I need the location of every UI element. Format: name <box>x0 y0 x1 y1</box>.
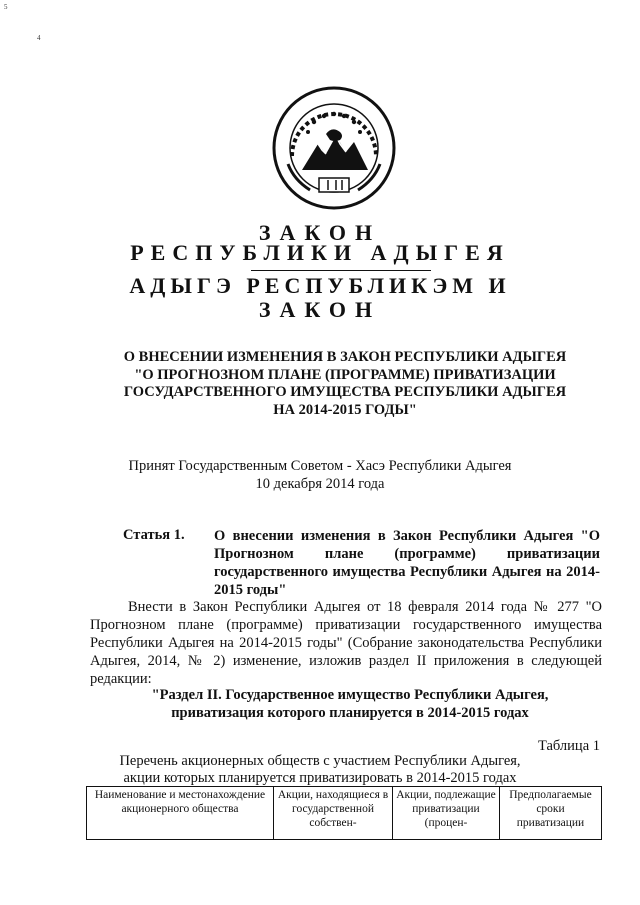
adoption-line-1: Принят Государственным Советом - Хасэ Республики Адыгея <box>128 458 512 474</box>
table-caption <box>0 753 640 786</box>
heading-line-3: ГОСУДАРСТВЕННОГО ИМУЩЕСТВА РЕСПУБЛИКИ АДЫГЕЯ <box>123 384 567 400</box>
caption-line-1: Перечень акционерных обществ с участием Республики Адыгея, <box>119 753 521 769</box>
margin-mark-mid: 4 <box>37 34 41 42</box>
table-header-cell: Акции, находящиеся в государственной собствен- <box>274 787 393 840</box>
shares-table <box>86 786 602 840</box>
heading-line-1: О ВНЕСЕНИИ ИЗМЕНЕНИЯ В ЗАКОН РЕСПУБЛИКИ АДЫГЕЯ <box>123 349 567 365</box>
article-body: Внести в Закон Республики Адыгея от 18 февраля 2014 года № 277 "О Прогнозном плане (программе) приватизации государственного имущества Республики Адыгея на 2014-2015 годы" (Собрание законодательства Республики Адыгея, 2014, № 2) изменение, изложив раздел II приложения в следующей редакции: <box>90 599 602 687</box>
table-header-row <box>87 787 602 840</box>
table-label: Таблица 1 <box>537 738 600 754</box>
margin-mark-top: 5 <box>4 3 8 11</box>
adoption-date: 10 декабря 2014 года <box>255 476 385 492</box>
section-line-1: "Раздел II. Государственное имущество Республики Адыгея, <box>151 687 549 703</box>
caption-line-2: акции которых планируется приватизировать в 2014-2015 годах <box>123 769 517 786</box>
title-divider <box>251 270 431 271</box>
table-header-cell: Акции, подлежащие приватизации (процен- <box>393 787 500 840</box>
article-label: Статья 1. <box>123 527 185 543</box>
table-header-cell: Наименование и местонахождение акционерного общества <box>87 787 274 840</box>
title-line-4: ЗАКОН <box>258 297 382 322</box>
title-line-1: ЗАКОН <box>258 220 382 245</box>
section-line-2: приватизация которого планируется в 2014-2015 годах <box>171 705 529 721</box>
law-heading <box>100 349 590 419</box>
article-title: О внесении изменения в Закон Республики Адыгея "О Прогнозном плане (программе) приватизации государственного имущества Республики Адыгея на 2014-2015 годы" <box>214 528 600 598</box>
heading-line-4: НА 2014-2015 ГОДЫ" <box>273 401 417 418</box>
title-line-2: РЕСПУБЛИКИ АДЫГЕЯ <box>130 240 510 265</box>
heading-line-2: "О ПРОГНОЗНОМ ПЛАНЕ (ПРОГРАММЕ) ПРИВАТИЗАЦИИ <box>134 366 556 383</box>
coat-of-arms-emblem <box>272 86 396 210</box>
adoption-note <box>0 457 640 493</box>
section-heading <box>100 686 600 722</box>
table-header-cell: Предполагаемые сроки приватизации <box>500 787 602 840</box>
title-line-3: АДЫГЭ РЕСПУБЛИКЭМ И <box>129 273 511 298</box>
